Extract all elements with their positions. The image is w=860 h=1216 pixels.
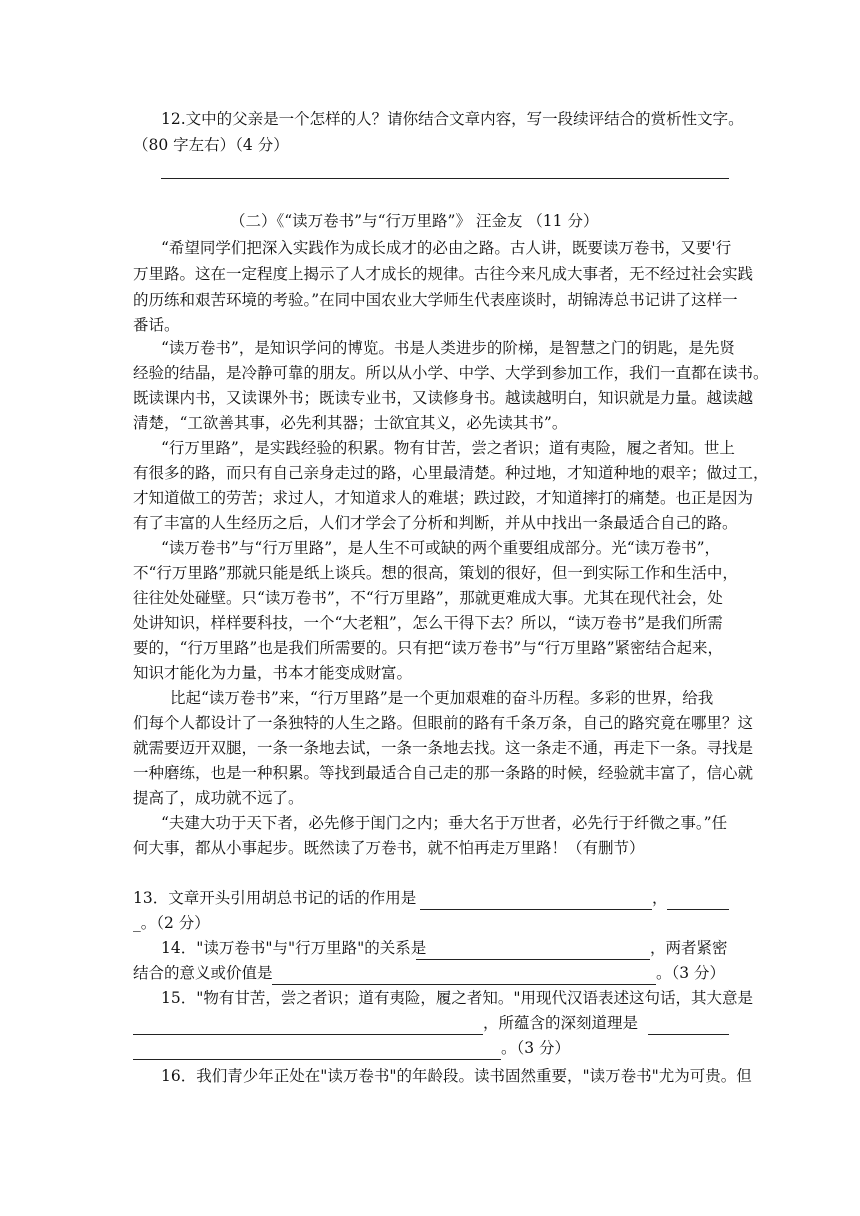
passage-line: 有了丰富的人生经历之后，人们才学会了分析和判断，并从中找出一条最适合自己的路。 xyxy=(133,514,738,532)
q13-score: _。（2 分） xyxy=(133,914,210,932)
q13-blank-1[interactable] xyxy=(420,909,652,910)
passage-line: 何大事，都从小事起步。既然读了万卷书，就不怕再走万里路！（有删节） xyxy=(133,839,645,857)
passage-line: 不“行万里路”那就只能是纸上谈兵。想的很高，策划的很好，但一到实际工作和生活中， xyxy=(133,564,738,582)
q14-after: ，两者紧密 xyxy=(650,939,728,957)
passage-line: “读万卷书”与“行万里路”，是人生不可或缺的两个重要组成部分。光“读万卷书”， xyxy=(161,539,721,557)
passage-line: 就需要迈开双腿，一条一条地去试，一条一条地去找。这一条走不通，再走下一条。寻找是 xyxy=(133,739,754,757)
passage-line: “夫建大功于天下者，必先修于闺门之内；垂大名于万世者，必先行于纤微之事。”任 xyxy=(161,814,728,832)
q12-line1: 12.文中的父亲是一个怎样的人？请你结合文章内容，写一段续评结合的赏析性文字。 xyxy=(161,110,744,128)
passage-line: “希望同学们把深入实践作为成长成才的必由之路。古人讲，既要读万卷书，又要'行 xyxy=(161,239,732,257)
passage-line: 们每个人都设计了一条独特的人生之路。但眼前的路有千条万条，自己的路究竟在哪里？这 xyxy=(133,714,754,732)
passage-line: “行万里路”，是实践经验的积累。物有甘苦，尝之者识；道有夷险，履之者知。世上 xyxy=(161,439,735,457)
q14-line2: 结合的意义或价值是 xyxy=(133,964,273,982)
q15-blank-1[interactable] xyxy=(133,1034,483,1035)
q14-blank-1[interactable] xyxy=(416,959,650,960)
q13-prompt: 13．文章开头引用胡总书记的话的作用是 xyxy=(133,889,417,907)
passage-line: “读万卷书”，是知识学问的博览。书是人类进步的阶梯，是智慧之门的钥匙，是先贤 xyxy=(161,339,735,357)
q13-blank-2[interactable] xyxy=(667,909,729,910)
q12-line2: （80 字左右）（4 分） xyxy=(133,136,289,154)
q12-answer-line[interactable] xyxy=(161,178,729,179)
passage-line: 既读课内书，又读课外书；既读专业书，又读修身书。越读越明白，知识就是力量。越读越 xyxy=(133,389,754,407)
passage-line: 的历练和艰苦环境的考验。”在同中国农业大学师生代表座谈时，胡锦涛总书记讲了这样一 xyxy=(133,291,738,309)
passage-line: 有很多的路，而只有自己亲身走过的路，心里最清楚。种过地，才知道种地的艰辛；做过工， xyxy=(133,464,769,482)
q15-mid: ，所蕴含的深刻道理是 xyxy=(483,1014,639,1032)
q15-blank-3[interactable] xyxy=(133,1059,501,1060)
q14-prompt: 14．"读万卷书"与"行万里路"的关系是 xyxy=(161,939,427,957)
passage-line: 万里路。这在一定程度上揭示了人才成长的规律。古往今来凡成大事者，无不经过社会实践 xyxy=(133,265,754,283)
q14-score: 。（3 分） xyxy=(656,964,726,982)
passage-line: 往往处处碰壁。只“读万卷书”，不“行万里路”，那就更难成大事。尤其在现代社会，处 xyxy=(133,589,723,607)
passage-line: 才知道做工的劳苦；求过人，才知道求人的难堪；跌过跤，才知道摔打的痛楚。也正是因为 xyxy=(133,489,754,507)
section2-title: （二）《“读万卷书”与“行万里路”》 汪金友 （11 分） xyxy=(230,212,599,230)
q15-prompt: 15．"物有甘苦，尝之者识；道有夷险，履之者知。"用现代汉语表述这句话，其大意是 xyxy=(161,989,753,1007)
q15-blank-2[interactable] xyxy=(648,1034,729,1035)
q15-score: 。（3 分） xyxy=(501,1039,571,1057)
passage-line: 一种磨练，也是一种积累。等找到最适合自己走的那一条路的时候，经验就丰富了，信心就 xyxy=(133,764,754,782)
passage-line: 比起“读万卷书”来，“行万里路”是一个更加艰难的奋斗历程。多彩的世界，给我 xyxy=(170,689,714,707)
passage-line: 处讲知识，样样要科技，一个“大老粗”，怎么干得下去？所以，“读万卷书”是我们所需 xyxy=(133,614,723,632)
q14-blank-2[interactable] xyxy=(272,984,656,985)
passage-line: 番话。 xyxy=(133,316,180,334)
q13-comma: ， xyxy=(652,889,668,907)
q16-prompt: 16．我们青少年正处在"读万卷书"的年龄段。读书固然重要，"读万卷书"尤为可贵。但 xyxy=(161,1067,752,1085)
passage-line: 清楚，“工欲善其事，必先利其器；士欲宜其义，必先读其书”。 xyxy=(133,414,568,432)
passage-line: 要的，“行万里路”也是我们所需要的。只有把“读万卷书”与“行万里路”紧密结合起来， xyxy=(133,639,724,657)
passage-line: 经验的结晶，是冷静可靠的朋友。所以从小学、中学、大学到参加工作，我们一直都在读书。 xyxy=(133,364,769,382)
passage-line: 提高了，成功就不远了。 xyxy=(133,789,304,807)
passage-line: 知识才能化为力量，书本才能变成财富。 xyxy=(133,664,413,682)
